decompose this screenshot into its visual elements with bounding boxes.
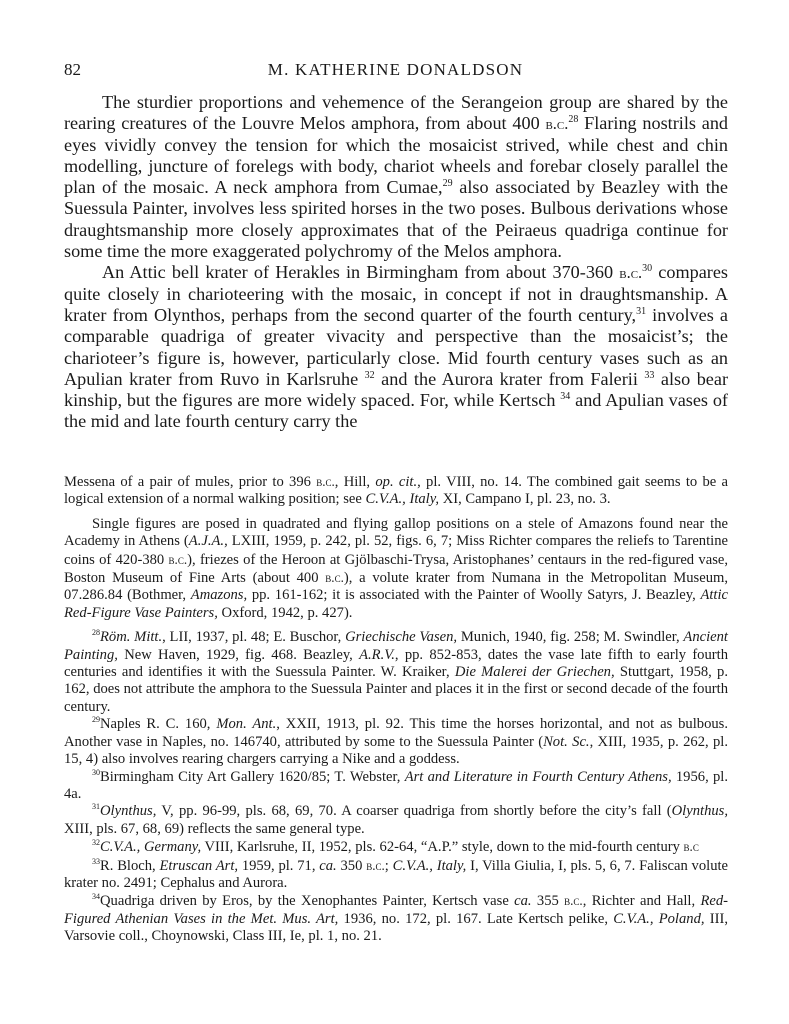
- footnote-30: $^{30}$Birmingham City Art Gallery 1620/85; T. Webster, Art and Literature in Fourth Century Athens, 1956, pl. 4a.: [64, 767, 728, 802]
- footnote-ref[interactable]: 29: [442, 178, 453, 190]
- footnote-33: $^{33}$R. Bloch, Etruscan Art, 1959, pl. 71, ca. 350 b.c.; C.V.A., Italy, I, Villa Giulia, I, pls. 5, 6, 7. Faliscan volute krater no. 2491; Cephalus and Aurora.: [64, 856, 729, 891]
- footnotes: [64, 473, 728, 946]
- footnote-continuation: Single figures are posed in quadrated and flying gallop positions on a stele of Amazons found near the Academy in Athens (A.J.A., LXIII, 1959, p. 242, pl. 52, figs. 6, 7; Miss Richter compares the reliefs to Tarentine coins of 420-380 b.c.), friezes of the Heroon at Gjölbaschi-Trysa, Aristophanes’ centaurs in the red-figured vase, Boston Museum of Fine Arts (about 400 b.c.), a volute krater from Numana in the Metropolitan Museum, 07.286.84 (Bothmer, Amazons, pp. 161-162; it is associated with the Painter of Woolly Satyrs, J. Beazley, Attic Red-Figure Vase Painters, Oxford, 1942, p. 427).: [64, 515, 728, 621]
- main-text: [64, 92, 728, 433]
- page-number: 82: [64, 60, 81, 79]
- footnote-29: $^{29}$Naples R. C. 160, Mon. Ant., XXII, 1913, pl. 92. This time the horses horizontal, and not as bulbous. Another vase in Naples, no. 146740, attributed by some to the Suessula Painter (Not. Sc., XIII, 1935, p. 262, pl. 15, 4) also involves rearing chargers carrying a Nike and a goddess.: [64, 715, 728, 768]
- footnote-34: $^{34}$Quadriga driven by Eros, by the Xenophantes Painter, Kertsch vase ca. 355 b.c., Richter and Hall, Red-Figured Athenian Vases in the Met. Mus. Art, 1936, no. 172, pl. 167. Late Kertsch pelike, C.V.A., Poland, III, Varsovie coll., Choynowski, Class III, Ie, pl. 1, no. 21.: [64, 892, 729, 945]
- paragraph-2: An Attic bell krater of Herakles in Birmingham from about 370-360 b.c.$^{30}$ compares quite closely in charioteering with the mosaic, in concept if not in draughtsmanship. A krater from Olynthos, perhaps from the second quarter of the fourth century,$^{31}$ involves a comparable quadriga of greater vivacity and perspective than the mosaicist’s; the charioteer’s figure is, however, particularly close. Mid fourth century vases such as an Apulian krater from Ruvo in Karlsruhe $^{32}$ and the Aurora krater from Falerii $^{33}$ also bear kinship, but the figures are more widely spaced. For, while Kertsch $^{34}$ and Apulian vases of the mid and late fourth century carry the: [64, 262, 729, 432]
- running-header: [64, 60, 727, 80]
- running-head-author: M. KATHERINE DONALDSON: [267, 60, 524, 79]
- footnote-ref[interactable]: 33: [644, 369, 655, 381]
- footnote-ref[interactable]: 34: [560, 391, 571, 403]
- footnote-ref[interactable]: 32: [364, 369, 375, 381]
- paragraph-1: The sturdier proportions and vehemence of the Serangeion group are shared by the rearing creatures of the Louvre Melos amphora, from about 400 b.c.$^{28}$ Flaring nostrils and eyes vividly convey the tension for which the mosaicist strived, while chest and chin modelling, juncture of forelegs with body, chariot wheels and forebar closely parallel the plan of the mosaic. A neck amphora from Cumae,$^{29}$ also associated by Beazley with the Suessula Painter, involves less spirited horses in the two poses. Bulbous derivations whose draughtsmanship more closely approximates that of the Peiraeus quadriga continue for some time the more exaggerated polychromy of the Melos amphora.: [64, 92, 729, 262]
- footnote-ref[interactable]: 28: [568, 114, 579, 126]
- footnote-32: $^{32}$C.V.A., Germany, VIII, Karlsruhe, II, 1952, pls. 62-64, “A.P.” style, down to the mid-fourth century b.c: [92, 838, 699, 856]
- footnote-ref[interactable]: 31: [636, 305, 647, 317]
- footnote-31: $^{31}$Olynthus, V, pp. 96-99, pls. 68, 69, 70. A coarser quadriga from shortly before the city’s fall (Olynthus, XIII, pls. 67, 68, 69) reflects the same general type.: [64, 802, 728, 837]
- footnote-ref[interactable]: 30: [642, 263, 653, 275]
- footnote-28: $^{28}$Röm. Mitt., LII, 1937, pl. 48; E. Buschor, Griechische Vasen, Munich, 1940, fig. 258; M. Swindler, Ancient Painting, New Haven, 1929, fig. 468. Beazley, A.R.V., pp. 852-853, dates the vase late fifth to early fourth centuries and identifies it with the Suessula Painter. W. Kraiker, Die Malerei der Griechen, Stuttgart, 1958, p. 162, does not attribute the amphora to the Suessula Painter and places it in the first or second decade of the fourth century.: [64, 628, 728, 715]
- footnote-continuation: Messena of a pair of mules, prior to 396 b.c., Hill, op. cit., pl. VIII, no. 14. The combined gait seems to be a logical extension of a normal walking position; see C.V.A., Italy, XI, Campano I, pl. 23, no. 3.: [64, 474, 728, 508]
